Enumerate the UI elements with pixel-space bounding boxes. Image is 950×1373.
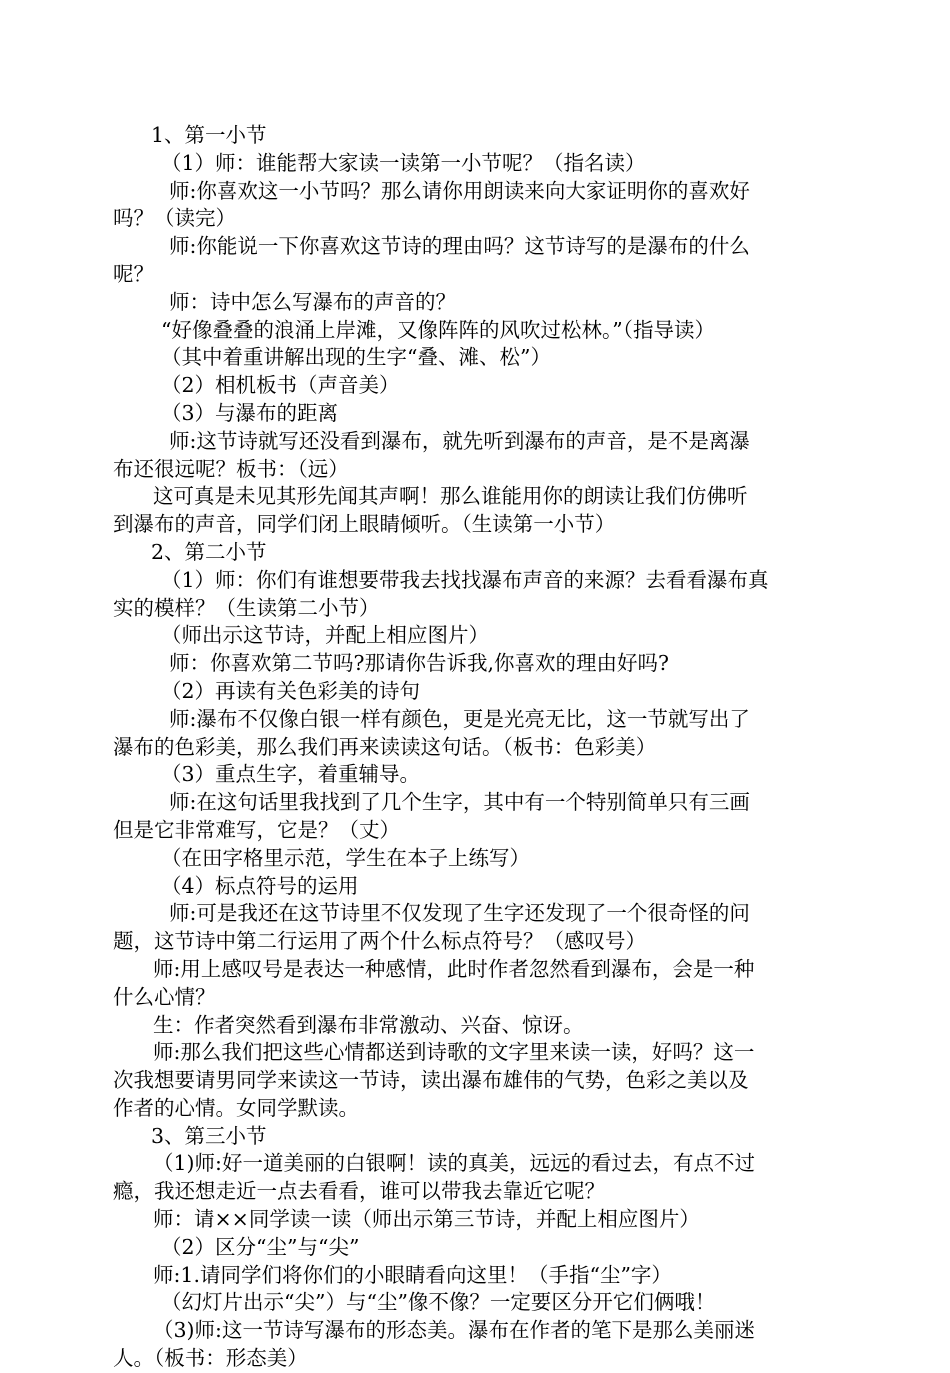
text-line: （1）师：谁能帮大家读一读第一小节呢？（指名读） [161, 150, 646, 175]
text-line: （3）重点生字，着重辅导。 [161, 762, 421, 787]
text-line: 作者的心情。女同学默读。 [113, 1095, 359, 1120]
text-line: （4）标点符号的运用 [161, 873, 359, 898]
text-line: 师:你喜欢这一小节吗？那么请你用朗读来向大家证明你的喜欢好 [169, 178, 750, 203]
text-line: 师:瀑布不仅像白银一样有颜色，更是光亮无比，这一节就写出了 [169, 706, 750, 731]
text-line: 师:那么我们把这些心情都送到诗歌的文字里来读一读，好吗？这一 [153, 1040, 755, 1065]
section-heading-1: 1、第一小节 [151, 123, 267, 147]
text-line: （2）相机板书（声音美） [161, 373, 400, 398]
text-line: 师:你能说一下你喜欢这节诗的理由吗？这节诗写的是瀑布的什么 [169, 234, 750, 259]
text-line: 师：请××同学读一读（师出示第三节诗，并配上相应图片） [153, 1207, 700, 1232]
text-line: 师：你喜欢第二节吗?那请你告诉我,你喜欢的理由好吗? [169, 651, 669, 676]
text-line: 到瀑布的声音，同学们闭上眼睛倾听。（生读第一小节） [113, 512, 616, 537]
text-line: 师:1.请同学们将你们的小眼睛看向这里！（手指“尘”字） [153, 1262, 672, 1287]
text-line: 这可真是未见其形先闻其声啊！那么谁能用你的朗读让我们仿佛听 [153, 484, 748, 509]
text-line: 但是它非常难写，它是？（丈） [113, 817, 400, 842]
text-line: （幻灯片出示“尖”）与“尘”像不像？一定要区分开它们俩哦！ [161, 1290, 716, 1315]
text-line: （其中着重讲解出现的生字“叠、滩、松”） [161, 345, 551, 370]
text-line: （3)师:这一节诗写瀑布的形态美。瀑布在作者的笔下是那么美丽迷 [153, 1318, 755, 1343]
text-line: 呢？ [113, 261, 154, 286]
text-line: 师：诗中怎么写瀑布的声音的？ [169, 289, 456, 314]
text-line: 师:用上感叹号是表达一种感情，此时作者忽然看到瀑布，会是一种 [153, 956, 755, 981]
text-line: （师出示这节诗，并配上相应图片） [161, 623, 489, 648]
text-line: 师:在这句话里我找到了几个生字，其中有一个特别简单只有三画 [169, 790, 750, 815]
section-heading-3: 3、第三小节 [151, 1123, 267, 1148]
text-line: 布还很远呢？板书：（远） [113, 456, 349, 481]
text-line: （1)师:好一道美丽的白银啊！读的真美，远远的看过去，有点不过 [153, 1151, 755, 1176]
text-line: （1）师：你们有谁想要带我去找找瀑布声音的来源？去看看瀑布真 [161, 567, 769, 592]
text-line: 瀑布的色彩美，那么我们再来读读这句话。（板书：色彩美） [113, 734, 657, 759]
text-line: （3）与瀑布的距离 [161, 400, 339, 425]
text-line: 师:这节诗就写还没看到瀑布，就先听到瀑布的声音，是不是离瀑 [169, 428, 750, 453]
text-line: 瘾，我还想走近一点去看看，谁可以带我去靠近它呢？ [113, 1179, 605, 1204]
text-line: 题，这节诗中第二行运用了两个什么标点符号？（感叹号） [113, 929, 646, 954]
text-line: 人。（板书：形态美） [113, 1346, 308, 1371]
text-line: 什么心情？ [113, 984, 216, 1009]
text-line: （2）区分“尘”与“尖” [161, 1234, 360, 1259]
text-line: 实的模样？（生读第二小节） [113, 595, 380, 620]
text-line: 师:可是我还在这节诗里不仅发现了生字还发现了一个很奇怪的问 [169, 901, 750, 926]
text-line: 次我想要请男同学来读这一节诗，读出瀑布雄伟的气势，色彩之美以及 [113, 1068, 749, 1093]
text-line: （2）再读有关色彩美的诗句 [161, 678, 421, 703]
text-line: 生：作者突然看到瀑布非常激动、兴奋、惊讶。 [153, 1012, 584, 1037]
text-line: （在田字格里示范，学生在本子上练写） [161, 845, 530, 870]
section-heading-2: 2、第二小节 [151, 539, 267, 564]
text-line: “好像叠叠的浪涌上岸滩，又像阵阵的风吹过松林。”（指导读） [161, 317, 715, 342]
text-line: 吗？（读完） [113, 206, 236, 231]
